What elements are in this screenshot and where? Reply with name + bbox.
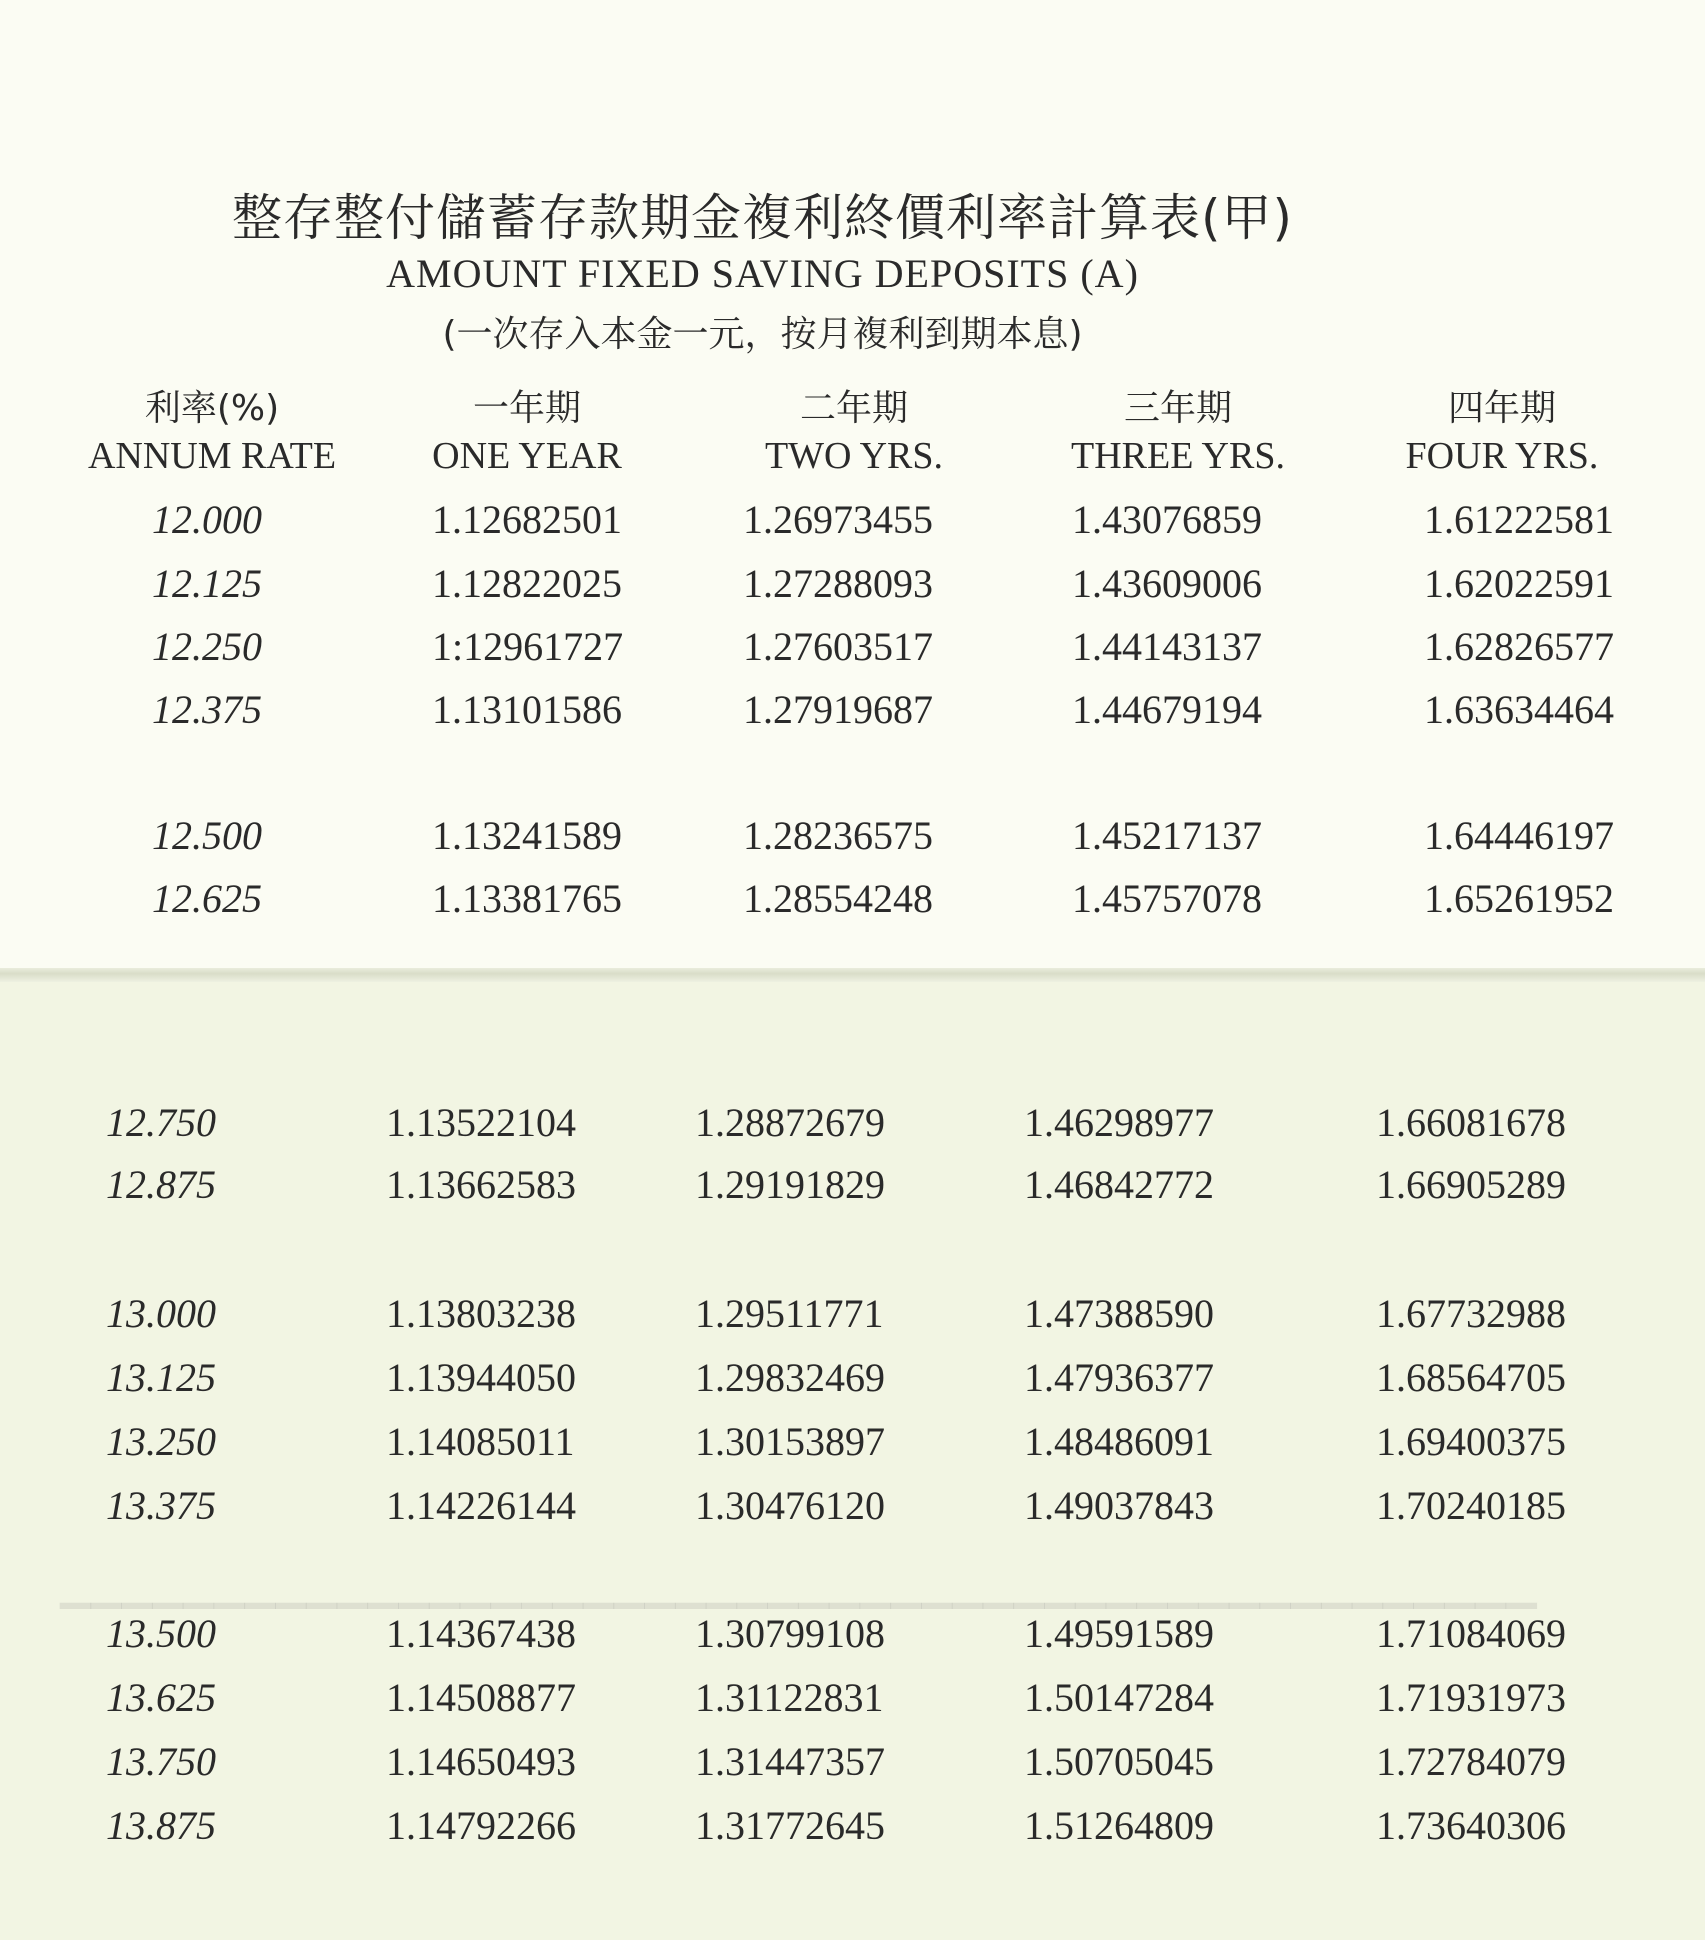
three-years-cell: 1.48486091	[1024, 1419, 1214, 1464]
table-row	[0, 1802, 1705, 1852]
two-years-cell: 1.31772645	[695, 1803, 885, 1848]
table-row	[0, 1674, 1705, 1724]
two-years-cell: 1.31447357	[695, 1739, 885, 1784]
four-years-cell: 1.62826577	[1424, 624, 1614, 669]
header-two-years-zh: 二年期	[799, 388, 908, 429]
four-years-cell: 1.65261952	[1424, 876, 1614, 921]
four-years-cell: 1.66081678	[1376, 1100, 1566, 1145]
three-years-cell: 1.46298977	[1024, 1100, 1214, 1145]
table-row	[0, 875, 1705, 925]
four-years-cell: 1.63634464	[1424, 687, 1614, 732]
two-years-cell: 1.27603517	[743, 624, 933, 669]
four-years-cell: 1.62022591	[1424, 561, 1614, 606]
one-year-cell: 1.14226144	[386, 1483, 576, 1528]
rate-cell: 13.000	[106, 1291, 216, 1336]
header-one-year-zh: 一年期	[472, 388, 581, 429]
two-years-cell: 1.29511771	[695, 1291, 884, 1336]
rate-cell: 13.875	[106, 1803, 216, 1848]
two-years-cell: 1.28554248	[743, 876, 933, 921]
bleed-through-shadow: ▁▁▁▁▁▁▁▁▁▁▁▁▁▁▁▁▁▁▁▁▁▁▁▁▁▁▁▁▁▁▁▁▁▁▁▁▁▁▁▁▁▁▁▁▁▁▁▁	[60, 1563, 1537, 1608]
two-years-cell: 1.29832469	[695, 1355, 885, 1400]
three-years-cell: 1.49591589	[1024, 1611, 1214, 1656]
table-row	[0, 1738, 1705, 1788]
table-row	[0, 1161, 1705, 1211]
one-year-cell: 1.13662583	[386, 1162, 576, 1207]
rate-cell: 12.500	[152, 813, 262, 858]
four-years-cell: 1.71931973	[1376, 1675, 1566, 1720]
one-year-cell: 1.13522104	[386, 1100, 576, 1145]
rate-cell: 12.250	[152, 624, 262, 669]
header-three-years	[1008, 380, 1348, 478]
two-years-cell: 1.30476120	[695, 1483, 885, 1528]
three-years-cell: 1.50705045	[1024, 1739, 1214, 1784]
rate-cell: 12.375	[152, 687, 262, 732]
table-row	[0, 1099, 1705, 1149]
three-years-cell: 1.43076859	[1072, 497, 1262, 542]
header-rate-en: ANNUM RATE	[87, 435, 337, 477]
one-year-cell: 1.14367438	[386, 1611, 576, 1656]
three-years-cell: 1.43609006	[1072, 561, 1262, 606]
header-two-years-en: TWO YRS.	[764, 435, 944, 477]
two-years-cell: 1.30799108	[695, 1611, 885, 1656]
rate-cell: 12.125	[152, 561, 262, 606]
rate-cell: 13.250	[106, 1419, 216, 1464]
rate-cell: 13.375	[106, 1483, 216, 1528]
rate-cell: 12.000	[152, 497, 262, 542]
four-years-cell: 1.67732988	[1376, 1291, 1566, 1336]
header-four-years-zh: 四年期	[1447, 388, 1556, 429]
two-years-cell: 1.27919687	[743, 687, 933, 732]
four-years-cell: 1.71084069	[1376, 1611, 1566, 1656]
three-years-cell: 1.46842772	[1024, 1162, 1214, 1207]
rate-cell: 13.750	[106, 1739, 216, 1784]
four-years-cell: 1.66905289	[1376, 1162, 1566, 1207]
two-years-cell: 1.27288093	[743, 561, 933, 606]
one-year-cell: 1.12822025	[432, 561, 622, 606]
three-years-cell: 1.51264809	[1024, 1803, 1214, 1848]
three-years-cell: 1.50147284	[1024, 1675, 1214, 1720]
table-row	[0, 1290, 1705, 1340]
table-row	[0, 496, 1705, 546]
one-year-cell: 1.13803238	[386, 1291, 576, 1336]
rate-cell: 12.625	[152, 876, 262, 921]
table-row	[0, 1482, 1705, 1532]
three-years-cell: 1.44143137	[1072, 624, 1262, 669]
four-years-cell: 1.61222581	[1424, 497, 1614, 542]
header-rate	[42, 380, 382, 478]
three-years-cell: 1.44679194	[1072, 687, 1262, 732]
four-years-cell: 1.73640306	[1376, 1803, 1566, 1848]
page-subtitle: AMOUNT FIXED SAVING DEPOSITS (A)	[386, 251, 1139, 296]
one-year-cell: 1.14508877	[386, 1675, 576, 1720]
one-year-cell: 1:12961727	[432, 624, 624, 669]
header-two-years	[684, 380, 1024, 478]
four-years-cell: 1.72784079	[1376, 1739, 1566, 1784]
page-title: 整存整付儲蓄存款期金複利終價利率計算表(甲)	[231, 189, 1293, 247]
table-row	[0, 560, 1705, 610]
page-note: (一次存入本金一元，按月複利到期本息)	[442, 314, 1083, 355]
one-year-cell: 1.13101586	[432, 687, 622, 732]
four-years-cell: 1.68564705	[1376, 1355, 1566, 1400]
header-four-years	[1332, 380, 1672, 478]
table-row	[0, 1418, 1705, 1468]
header-four-years-en: FOUR YRS.	[1405, 435, 1599, 477]
two-years-cell: 1.28236575	[743, 813, 933, 858]
four-years-cell: 1.64446197	[1424, 813, 1614, 858]
one-year-cell: 1.13381765	[432, 876, 622, 921]
table-row	[0, 1354, 1705, 1404]
table-row	[0, 623, 1705, 673]
header-rate-zh: 利率(%)	[144, 388, 280, 429]
three-years-cell: 1.47936377	[1024, 1355, 1214, 1400]
three-years-cell: 1.47388590	[1024, 1291, 1214, 1336]
four-years-cell: 1.69400375	[1376, 1419, 1566, 1464]
one-year-cell: 1.12682501	[432, 497, 622, 542]
four-years-cell: 1.70240185	[1376, 1483, 1566, 1528]
header-three-years-en: THREE YRS.	[1071, 435, 1285, 477]
table-row	[0, 812, 1705, 862]
three-years-cell: 1.45217137	[1072, 813, 1262, 858]
header-one-year	[357, 380, 697, 478]
one-year-cell: 1.13241589	[432, 813, 622, 858]
one-year-cell: 1.14085011	[386, 1419, 575, 1464]
one-year-cell: 1.14792266	[386, 1803, 576, 1848]
rate-cell: 12.875	[106, 1162, 216, 1207]
one-year-cell: 1.14650493	[386, 1739, 576, 1784]
rate-cell: 13.625	[106, 1675, 216, 1720]
two-years-cell: 1.31122831	[695, 1675, 884, 1720]
one-year-cell: 1.13944050	[386, 1355, 576, 1400]
two-years-cell: 1.26973455	[743, 497, 933, 542]
rate-cell: 13.125	[106, 1355, 216, 1400]
two-years-cell: 1.28872679	[695, 1100, 885, 1145]
rate-cell: 12.750	[106, 1100, 216, 1145]
two-years-cell: 1.29191829	[695, 1162, 885, 1207]
three-years-cell: 1.45757078	[1072, 876, 1262, 921]
three-years-cell: 1.49037843	[1024, 1483, 1214, 1528]
header-one-year-en: ONE YEAR	[432, 435, 622, 477]
two-years-cell: 1.30153897	[695, 1419, 885, 1464]
rate-cell: 13.500	[106, 1611, 216, 1656]
table-row	[0, 1610, 1705, 1660]
header-three-years-zh: 三年期	[1123, 388, 1232, 429]
table-row	[0, 686, 1705, 736]
page-fold-line	[0, 968, 1705, 982]
